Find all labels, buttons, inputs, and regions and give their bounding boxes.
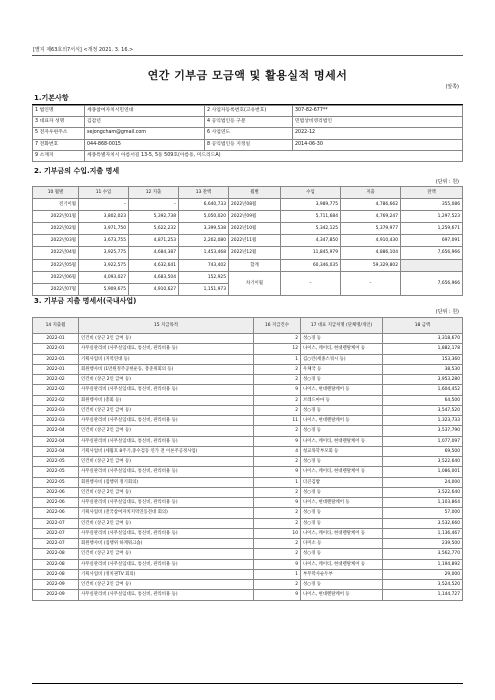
amount-cell: 3,562,770 <box>383 549 463 559</box>
amount-cell: 1,103,864 <box>383 498 463 508</box>
purpose-cell: 인건비 (상근 2인 급여 등) <box>79 405 254 415</box>
field-label: 9 소재지 <box>33 150 85 161</box>
section-spending-heading: 3. 기부금 지출 명세서(국내사업) <box>34 297 137 305</box>
amount-cell: 1,136,467 <box>383 528 463 538</box>
column-header: 수입 <box>281 187 341 199</box>
balance-cell: 5,050,020 <box>179 211 229 223</box>
balance-cell: 1,453,468 <box>179 247 229 259</box>
payee-cell: 더큰김밥 <box>301 477 383 487</box>
income-cell: 4,347,850 <box>281 235 341 247</box>
purpose-cell: 사무실관리비 (사무실임대료, 통신비, 관리비용 등) <box>79 559 254 569</box>
column-header: 16 지급건수 <box>254 318 301 334</box>
month-cell: 2022-03 <box>33 416 79 426</box>
basic-row <box>33 106 463 117</box>
purpose-cell: 인건비 (상근 2인 급여 등) <box>79 457 254 467</box>
table-row <box>33 528 463 538</box>
purpose-cell: 회원행사비 (1만원정주공헌운동, 총준위회의 등) <box>79 364 254 374</box>
payee-cell: 부무막사순두부 <box>301 569 383 579</box>
amount-cell: 1,086,001 <box>383 467 463 477</box>
month-cell: 2022-01 <box>33 354 79 364</box>
table-row <box>33 477 463 487</box>
table-row <box>33 271 463 283</box>
payee-cell: 나이스, 케이티, 현대렌탈케어 등 <box>301 559 383 569</box>
field-label: 7 전화번호 <box>33 139 85 150</box>
month-cell: 2022-01 <box>33 364 79 374</box>
spending-table <box>32 317 463 601</box>
table-row <box>33 247 463 259</box>
column-header: 지출 <box>341 187 401 199</box>
purpose-cell: 인건비 (상근 2인 급여 등) <box>79 426 254 436</box>
amount-cell: 3,318,670 <box>383 334 463 344</box>
field-value: 307-82-677** <box>293 106 463 117</box>
basic-row <box>33 117 463 128</box>
field-value: 2014-06-30 <box>293 139 463 150</box>
column-header: 월별 <box>229 187 281 199</box>
balance-cell: 1,151,973 <box>179 283 229 295</box>
count-cell: 9 <box>254 590 301 600</box>
amount-cell: 1,194,892 <box>383 559 463 569</box>
payee-cell: 김○린(세종스쿼시 등) <box>301 354 383 364</box>
table-row <box>33 569 463 579</box>
amount-cell: 153,360 <box>383 354 463 364</box>
month-cell: 2022-09 <box>33 590 79 600</box>
table-row <box>33 395 463 405</box>
expense-cell: 4,910,627 <box>129 283 179 295</box>
month-cell: 2022-07 <box>33 518 79 528</box>
table-row <box>33 375 463 385</box>
count-cell: 9 <box>254 498 301 508</box>
payee-cell: 성○경 등 <box>301 375 383 385</box>
purpose-cell: 기획사업비 (전국참여자치지역연동전대 회의) <box>79 508 254 518</box>
table-row <box>33 199 463 211</box>
table-row <box>33 405 463 415</box>
month-cell: 2022-07 <box>33 528 79 538</box>
amount-cell: 69,500 <box>383 446 463 456</box>
count-cell: 10 <box>254 528 301 538</box>
payee-cell: 브레드마마 등 <box>301 395 383 405</box>
table-row <box>33 539 463 549</box>
month-cell: 전기이월 <box>33 199 79 211</box>
month-cell: 2022-01 <box>33 334 79 344</box>
empty-cell <box>401 259 463 271</box>
field-label: 1 법인명 <box>33 106 85 117</box>
column-header: 잔액 <box>401 187 463 199</box>
month-cell: 2022-03 <box>33 405 79 415</box>
field-value: 김갑년 <box>85 117 205 128</box>
balance-cell: 7,656,966 <box>401 247 463 259</box>
expense-cell: 4,786,662 <box>341 199 401 211</box>
balance-cell: 1,297,523 <box>401 211 463 223</box>
table-row <box>33 457 463 467</box>
amount-cell: 24,000 <box>383 477 463 487</box>
amount-cell: 1,882,178 <box>383 344 463 354</box>
payee-cell: 청교목학부모회 등 <box>301 446 383 456</box>
table-row <box>33 487 463 497</box>
form-label: [별지 제63호의7서식] <개정 2021. 3. 16.> <box>33 47 134 53</box>
payee-cell: 성○경 등 <box>301 405 383 415</box>
field-label: 8 공익법인등 지정일 <box>205 139 293 150</box>
basic-row <box>33 139 463 150</box>
payee-cell: 성○경 등 <box>301 334 383 344</box>
column-header: 11 수입 <box>79 187 129 199</box>
count-cell: 2 <box>254 508 301 518</box>
purpose-cell: 인건비 (상근 2인 급여 등) <box>79 518 254 528</box>
purpose-cell: 사무실관리비 (사무실임대료, 통신비, 관리비용 등) <box>79 528 254 538</box>
count-cell: 2 <box>254 539 301 549</box>
count-cell: 2 <box>254 426 301 436</box>
purpose-cell: 인건비 (상근 2인 급여 등) <box>79 375 254 385</box>
month-cell: 2022년12월 <box>229 247 281 259</box>
table-row <box>33 446 463 456</box>
table-row <box>33 498 463 508</box>
payee-cell: 성○경 등 <box>301 426 383 436</box>
balance-cell: 3,399,538 <box>179 223 229 235</box>
month-cell: 2022-02 <box>33 395 79 405</box>
count-cell: 2 <box>254 395 301 405</box>
month-cell: 2022년07월 <box>33 283 79 295</box>
table-row <box>33 549 463 559</box>
count-cell: 9 <box>254 559 301 569</box>
count-cell: 2 <box>254 580 301 590</box>
count-cell: 2 <box>254 334 301 344</box>
purpose-cell: 사무실관리비 (사무실임대료, 통신비, 관리비용 등) <box>79 467 254 477</box>
expense-cell: 4,769,247 <box>341 211 401 223</box>
month-cell: 2022-02 <box>33 375 79 385</box>
expense-cell: 4,910,430 <box>341 235 401 247</box>
amount-cell: 3,547,520 <box>383 405 463 415</box>
income-cell: 5,711,684 <box>281 211 341 223</box>
purpose-cell: 인건비 (상근 2인 급여 등) <box>79 580 254 590</box>
count-cell: 2 <box>254 457 301 467</box>
purpose-cell: 사무실관리비 (사무실임대료, 통신비, 관리비용 등) <box>79 590 254 600</box>
balance-cell: 1,259,671 <box>401 223 463 235</box>
count-cell: 2 <box>254 487 301 497</box>
month-cell: 2022년01월 <box>33 211 79 223</box>
payee-cell: 성○경 등 <box>301 487 383 497</box>
table-row <box>33 416 463 426</box>
month-cell: 2022년08월 <box>229 199 281 211</box>
purpose-cell: 인건비 (상근 2인 급여 등) <box>79 487 254 497</box>
amount-cell: 1,604,452 <box>383 385 463 395</box>
month-cell: 2022-02 <box>33 385 79 395</box>
expense-cell: 4,871,253 <box>129 235 179 247</box>
income-unit: (단위 : 원) <box>435 179 459 185</box>
column-header: 14 지출월 <box>33 318 79 334</box>
month-cell: 2022-05 <box>33 467 79 477</box>
column-header: 18 금액 <box>383 318 463 334</box>
count-cell: 2 <box>254 549 301 559</box>
divider <box>32 683 463 684</box>
month-cell: 2022년04월 <box>33 247 79 259</box>
table-header-row <box>33 318 463 334</box>
count-cell: 2 <box>254 375 301 385</box>
carry-next-income: – <box>281 271 341 295</box>
count-cell: 12 <box>254 344 301 354</box>
month-cell: 2022-04 <box>33 436 79 446</box>
count-cell: 2 <box>254 518 301 528</box>
amount-cell: 64,500 <box>383 395 463 405</box>
page-side-label: (앞쪽) <box>445 84 459 90</box>
income-cell: 3,673,755 <box>79 235 129 247</box>
carry-next-balance: 7,656,966 <box>401 271 463 295</box>
carry-next-label: 차기이월 <box>229 271 281 295</box>
amount-cell: 3,524,520 <box>383 580 463 590</box>
amount-cell: 3,953,280 <box>383 375 463 385</box>
amount-cell: 239,500 <box>383 539 463 549</box>
income-cell: – <box>79 199 129 211</box>
month-cell: 2022-08 <box>33 559 79 569</box>
month-cell: 2022-04 <box>33 426 79 436</box>
amount-cell: 3,522,640 <box>383 487 463 497</box>
payee-cell: 나이스, 현대렌탈케어 등 <box>301 416 383 426</box>
income-cell: 3,989,775 <box>281 199 341 211</box>
month-cell: 2022-07 <box>33 539 79 549</box>
balance-cell: 743,402 <box>179 259 229 271</box>
payee-cell: 성○경 등 <box>301 580 383 590</box>
month-cell: 2022년11월 <box>229 235 281 247</box>
table-row <box>33 559 463 569</box>
balance-cell: 2,202,080 <box>179 235 229 247</box>
month-cell: 2022-06 <box>33 498 79 508</box>
income-cell: 11,845,979 <box>281 247 341 259</box>
payee-cell: 나이스, 현대렌탈케어 등 <box>301 385 383 395</box>
month-cell: 2022-01 <box>33 344 79 354</box>
count-cell: 1 <box>254 477 301 487</box>
income-cell: 3,922,575 <box>79 259 129 271</box>
field-label: 3 대표자 성명 <box>33 117 85 128</box>
purpose-cell: 회원행사비 (집행위 정기회의) <box>79 477 254 487</box>
month-cell: 2022년10월 <box>229 223 281 235</box>
basic-row <box>33 128 463 139</box>
amount-cell: 38,530 <box>383 364 463 374</box>
total-expense: 59,329,802 <box>341 259 401 271</box>
month-cell: 2022-04 <box>33 446 79 456</box>
total-label: 합계 <box>229 259 281 271</box>
expense-cell: 4,632,641 <box>129 259 179 271</box>
field-value: 민법상비영리법인 <box>293 117 463 128</box>
month-cell: 2022-08 <box>33 549 79 559</box>
payee-cell: 성○경 등 <box>301 518 383 528</box>
column-header: 10 월별 <box>33 187 79 199</box>
purpose-cell: 회원행사비 (집행위 하계워크숍) <box>79 539 254 549</box>
payee-cell: 나이스, 현대렌탈케어 등 <box>301 498 383 508</box>
amount-cell: 3,522,640 <box>383 457 463 467</box>
section-income-heading: 2. 기부금의 수입.지출 명세 <box>34 167 120 175</box>
table-row <box>33 344 463 354</box>
payee-cell: 성○경 등 <box>301 457 383 467</box>
table-row <box>33 385 463 395</box>
table-row <box>33 235 463 247</box>
income-table <box>32 186 463 296</box>
table-row <box>33 334 463 344</box>
expense-cell: 4,683,504 <box>129 271 179 283</box>
table-row <box>33 354 463 364</box>
amount-cell: 57,000 <box>383 508 463 518</box>
balance-cell: 355,086 <box>401 199 463 211</box>
purpose-cell: 사무실관리비 (사무실임대료, 통신비, 관리비용 등) <box>79 385 254 395</box>
page-title: 연간 기부금 모금액 및 활용실적 명세서 <box>147 69 348 82</box>
expense-cell: 5,392,738 <box>129 211 179 223</box>
income-cell: 4,093,027 <box>79 271 129 283</box>
field-value: 세종참여자치시민연대 <box>85 106 205 117</box>
table-row <box>33 580 463 590</box>
count-cell: 1 <box>254 569 301 579</box>
month-cell: 2022년02월 <box>33 223 79 235</box>
field-label: 2 사업자등록번호(고유번호) <box>205 106 293 117</box>
amount-cell: 29,000 <box>383 569 463 579</box>
divider <box>32 55 463 56</box>
table-row <box>33 223 463 235</box>
basic-row <box>33 150 463 161</box>
income-cell: 3,971,750 <box>79 223 129 235</box>
payee-cell: 성○경 등 <box>301 508 383 518</box>
count-cell: 9 <box>254 385 301 395</box>
month-cell: 2022-08 <box>33 569 79 579</box>
income-cell: 3,925,775 <box>79 247 129 259</box>
income-cell: 5,909,675 <box>79 283 129 295</box>
field-value: sejongcham@gmail.com <box>85 128 205 139</box>
table-header-row <box>33 187 463 199</box>
table-row <box>33 467 463 477</box>
table-row <box>33 508 463 518</box>
balance-cell: 697,091 <box>401 235 463 247</box>
count-cell: 2 <box>254 405 301 415</box>
count-cell: 4 <box>254 446 301 456</box>
purpose-cell: 사무실관리비 (사무실임대료, 통신비, 관리비용 등) <box>79 436 254 446</box>
payee-cell: 나이스, 케이티, 현대렌탈케어 등 <box>301 528 383 538</box>
field-value: 2022-12 <box>293 128 463 139</box>
month-cell: 2022-09 <box>33 580 79 590</box>
amount-cell: 1,077,097 <box>383 436 463 446</box>
balance-cell: 6,640,733 <box>179 199 229 211</box>
purpose-cell: 사무실관리비 (사무실임대료, 통신비, 관리비용 등) <box>79 498 254 508</box>
section-basic-heading: 1.기본사항 <box>34 94 69 102</box>
balance-cell: 152,925 <box>179 271 229 283</box>
table-row <box>33 590 463 600</box>
total-income: 60,346,035 <box>281 259 341 271</box>
basic-info-table <box>32 105 463 162</box>
purpose-cell: 기획사업비 (세월호 8주기,중수검동 연가 전 이론주공정사업) <box>79 446 254 456</box>
field-value: 세종특별자치시 아름서길 13-5, 5동 509호(아름동, 미드리드A) <box>85 150 463 161</box>
purpose-cell: 기획사업비 (지역연대 등) <box>79 354 254 364</box>
amount-cell: 3,532,660 <box>383 518 463 528</box>
purpose-cell: 사무실관리비 (사무실임대료, 통신비, 관리비용 등) <box>79 344 254 354</box>
expense-cell: 5,622,232 <box>129 223 179 235</box>
table-row <box>33 364 463 374</box>
amount-cell: 1,144,727 <box>383 590 463 600</box>
field-label: 4 공익법인등 구분 <box>205 117 293 128</box>
purpose-cell: 사무실관리비 (사무실임대료, 통신비, 관리비용 등) <box>79 416 254 426</box>
month-cell: 2022년06월 <box>33 271 79 283</box>
field-label: 5 전자우편주소 <box>33 128 85 139</box>
expense-cell: 5,379,977 <box>341 223 401 235</box>
month-cell: 2022-06 <box>33 487 79 497</box>
payee-cell: 다미소 등 <box>301 539 383 549</box>
month-cell: 2022-05 <box>33 457 79 467</box>
count-cell: 2 <box>254 364 301 374</box>
payee-cell: 나이스, 케이티, 현대렌탈케어 등 <box>301 467 383 477</box>
table-row <box>33 518 463 528</box>
payee-cell: 나이스, 케이티, 현대렌탈케어 등 <box>301 436 383 446</box>
income-cell: 3,802,023 <box>79 211 129 223</box>
month-cell: 2022-05 <box>33 477 79 487</box>
purpose-cell: 회원행사비 (총회 등) <box>79 395 254 405</box>
expense-cell: – <box>129 199 179 211</box>
amount-cell: 3,537,790 <box>383 426 463 436</box>
column-header: 12 지출 <box>129 187 179 199</box>
field-label: 6 사업연도 <box>205 128 293 139</box>
field-value: 044-868-0015 <box>85 139 205 150</box>
purpose-cell: 기획사업비 (정치권TV 회의) <box>79 569 254 579</box>
month-cell: 2022년05월 <box>33 259 79 271</box>
spending-unit: (단위 : 원) <box>435 309 459 315</box>
carry-next-expense: – <box>341 271 401 295</box>
count-cell: 11 <box>254 416 301 426</box>
count-cell: 1 <box>254 354 301 364</box>
table-row <box>33 259 463 271</box>
payee-cell: 성○경 등 <box>301 549 383 559</box>
column-header: 13 잔액 <box>179 187 229 199</box>
count-cell: 9 <box>254 436 301 446</box>
payee-cell: 우체국 등 <box>301 364 383 374</box>
month-cell: 2022-06 <box>33 508 79 518</box>
month-cell: 2022년09월 <box>229 211 281 223</box>
table-row <box>33 211 463 223</box>
expense-cell: 4,684,387 <box>129 247 179 259</box>
column-header: 15 지급목적 <box>79 318 254 334</box>
purpose-cell: 인건비 (상근 2인 급여 등) <box>79 549 254 559</box>
payee-cell: 나이스, 케이티, 현대렌탈케어 등 <box>301 344 383 354</box>
count-cell: 9 <box>254 467 301 477</box>
purpose-cell: 인건비 (상근 2인 급여 등) <box>79 334 254 344</box>
table-row <box>33 436 463 446</box>
payee-cell: 나이스, 현대렌탈케어 등 <box>301 590 383 600</box>
income-cell: 5,342,125 <box>281 223 341 235</box>
table-row <box>33 426 463 436</box>
month-cell: 2022년03월 <box>33 235 79 247</box>
expense-cell: 4,886,104 <box>341 247 401 259</box>
amount-cell: 1,323,733 <box>383 416 463 426</box>
column-header: 17 대표 지급처명 (단체명/개인) <box>301 318 383 334</box>
